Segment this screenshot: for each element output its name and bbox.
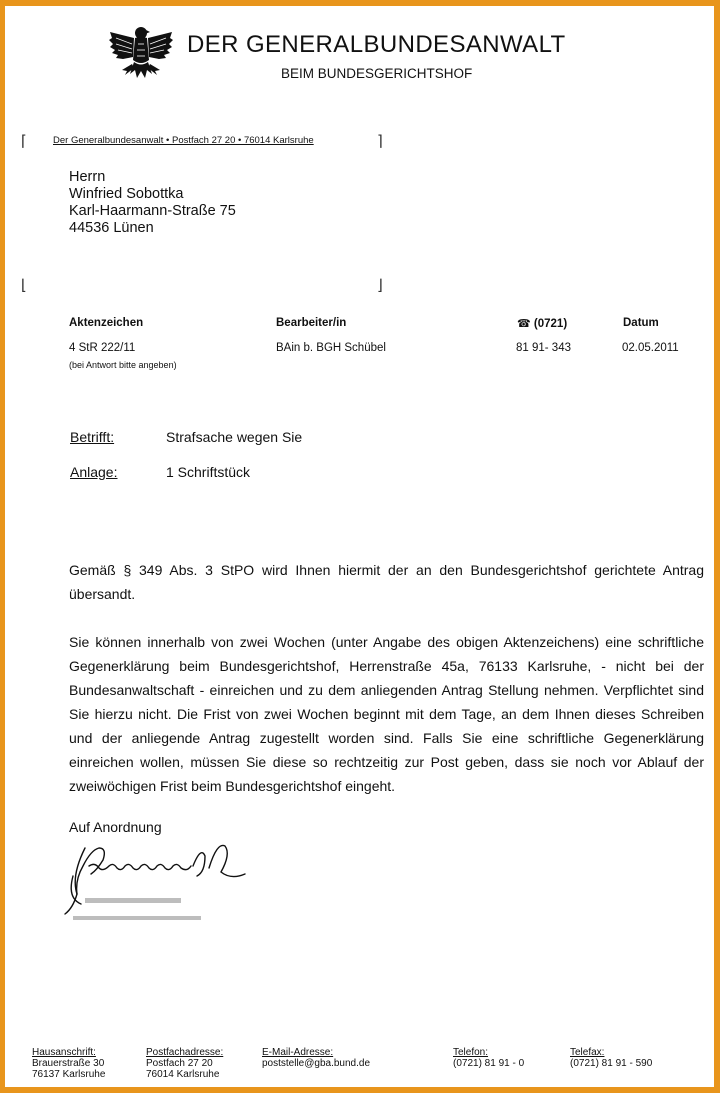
footer-email-label: E-Mail-Adresse: (262, 1047, 334, 1058)
footer-haus-label: Hausanschrift: (32, 1047, 96, 1058)
body-paragraph-1: Gemäß § 349 Abs. 3 StPO wird Ihnen hiermit der an den Bundesgerichtshof gerichtete Antrag übersandt. (69, 562, 704, 602)
footer-postal-address (146, 1047, 223, 1080)
footer-haus-line1: Brauerstraße 30 (32, 1058, 105, 1069)
footer-email-value: poststelle@gba.bund.de (262, 1058, 371, 1069)
aktenzeichen-label: Aktenzeichen (69, 317, 144, 329)
footer-post-line2: 76014 Karlsruhe (146, 1069, 220, 1080)
return-address-line: Der Generalbundesanwalt • Postfach 27 20 • 76014 Karlsruhe (53, 135, 314, 146)
bearbeiter-value: BAin b. BGH Schübel (276, 342, 386, 354)
footer-tel-label: Telefon: (453, 1047, 489, 1058)
telephone-icon: ☎ (517, 318, 531, 330)
footer-tel-value: (0721) 81 91 - 0 (453, 1058, 525, 1069)
letterhead (5, 24, 714, 94)
window-corner-bottom-left: ⌊ (21, 277, 27, 294)
recipient-street: Karl-Haarmann-Straße 75 (69, 203, 236, 219)
footer-telephone (453, 1047, 524, 1069)
bearbeiter-label: Bearbeiter/in (276, 317, 347, 329)
betrifft-value: Strafsache wegen Sie (166, 429, 303, 445)
authority-subtitle: BEIM BUNDESGERICHTSHOF (281, 66, 473, 81)
recipient-name: Winfried Sobottka (69, 186, 184, 202)
letter-page (5, 6, 714, 1087)
closing-line: Auf Anordnung (69, 819, 162, 835)
authority-title: DER GENERALBUNDESANWALT (187, 31, 566, 58)
federal-eagle-icon (108, 24, 174, 80)
footer-haus-line2: 76137 Karlsruhe (32, 1069, 106, 1080)
footer-fax (570, 1047, 652, 1069)
window-corner-bottom-right: ⌋ (377, 277, 383, 294)
recipient-city: 44536 Lünen (69, 220, 154, 236)
footer-street-address (32, 1047, 105, 1080)
anlage-label: Anlage: (70, 464, 118, 480)
recipient-address (69, 169, 236, 237)
betrifft-label: Betrifft: (70, 429, 115, 445)
footer-post-label: Postfachadresse: (146, 1047, 224, 1058)
handwritten-signature (55, 836, 255, 931)
footer-post-line1: Postfach 27 20 (146, 1058, 213, 1069)
recipient-salutation: Herrn (69, 169, 106, 185)
footer-fax-label: Telefax: (570, 1047, 605, 1058)
anlage-value: 1 Schriftstück (166, 464, 251, 480)
phone-label (517, 317, 567, 330)
window-corner-top-right: ⌉ (377, 133, 383, 150)
datum-label: Datum (623, 317, 659, 329)
footer-fax-value: (0721) 81 91 - 590 (570, 1058, 653, 1069)
body-paragraph-2: Sie können innerhalb von zwei Wochen (unter Angabe des obigen Aktenzeichens) eine schriftliche Gegenerklärung beim Bundesgerichtshof, Herrenstraße 45a, 76133 Karlsruhe, - nicht bei der Bundesanwaltschaft - einreichen und zu dem anliegenden Antrag Stellung nehmen. Verpflichtet sind Sie hierzu nicht. Die Frist von zwei Wochen beginnt mit dem Tage, an dem Ihnen dieses Schreiben und der anliegende Antrag zugestellt worden sind. Falls Sie eine schriftliche Gegenerklärung einreichen wollen, müssen Sie diese so rechtzeitig zur Post geben, dass sie noch vor Ablauf der zweiwöchigen Frist beim Bundesgerichtshof eingeht. (69, 634, 704, 794)
aktenzeichen-value: 4 StR 222/11 (69, 342, 136, 354)
window-corner-top-left: ⌈ (21, 133, 27, 150)
phone-area-code: (0721) (533, 318, 568, 330)
footer-email (262, 1047, 370, 1069)
datum-value: 02.05.2011 (622, 342, 679, 354)
phone-value: 81 91- 343 (516, 342, 571, 354)
aktenzeichen-note: (bei Antwort bitte angeben) (69, 360, 177, 370)
